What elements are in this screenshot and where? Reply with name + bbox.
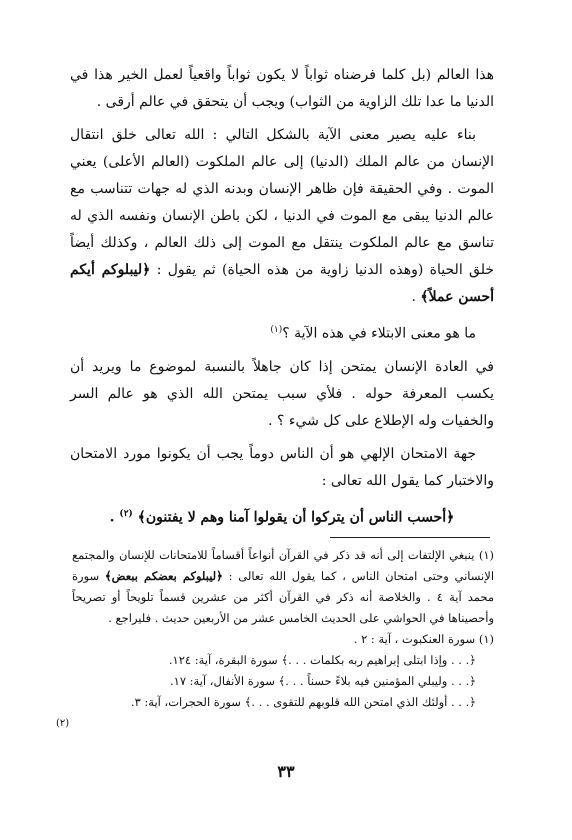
- footnote-2-head: (١) سورة العنكبوت ، آية : ٢ .: [353, 632, 494, 646]
- footnote-separator: [330, 537, 490, 538]
- footnote-1-text: (١) ينبغي الإلتفات إلى أنه قد ذكر في القرآن أنواعاً أقساماً للامتحانات للإنسان والمجتمع الإنساني وحتى امتحان الناس ، كما يقول الله تعالى :: [72, 548, 495, 583]
- footnote-ref-2: (٢): [119, 508, 133, 519]
- footnote-2-list: [72, 650, 494, 713]
- footnote-ref-1: (١): [270, 325, 283, 335]
- footnote-1-verse: ﴿ليبلوكم بعضكم ببعض﴾: [104, 569, 223, 583]
- footnote-2-item: ﴿. . . وليبلي المؤمنين فيه بلاءً حسناً . . .﴾ سورة الأنفال، آية: ١٧.: [169, 674, 476, 688]
- paragraph-4: في العادة الإنسان يمتحن إذا كان جاهلاً بالنسبة لموضوع ما ويريد أن يكسب المعرفة حوله . فلأي سبب يمتحن الله الذي هو عالم السر والخفيات وله الإطلاع على كل شيء ؟ .: [70, 358, 494, 429]
- main-text: [70, 62, 494, 537]
- paragraph-3: [70, 317, 494, 348]
- quran-verse-inline: ﴿ليبلوكم أيكم أحسن عملاً﴾: [70, 262, 494, 305]
- paragraph-2-text: بناء عليه يصير معنى الآية بالشكل التالي : الله تعالى خلق انتقال الإنسان من عالم الملك (الدنيا) إلى عالم الملكوت (العالم الأعلى) يعني الموت . وفي الحقيقة فإن ظاهر الإنسان وبدنه الذي له جهات تتناسب مع عالم الدنيا يبقى مع الموت في الدنيا ، لكن باطن الإنسان ونفسه الذي له تناسق مع عالم الملكوت ينتقل مع الموت إلى ذلك العالم ، وكذلك أيضاً خلق الحياة (وهذه الدنيا زاوية من هذه الحياة) ثم يقول :: [70, 127, 494, 278]
- margin-mark: (٢): [56, 718, 70, 729]
- page-number: ٣٣: [277, 762, 295, 781]
- footnotes: [72, 545, 494, 713]
- quran-verse-block: [70, 501, 494, 532]
- footnote-1-text-cont: سورة محمد آية ٤ . والخلاصة أنه ذكر في القرآن أكثر من عشرين قسماً تلويحاً أو تصريحاً وأحصيناها في الحواشي على الحديث الخامس عشر من الأربعين حديث . فليراجع .: [72, 569, 495, 625]
- footnote-2-item: ﴿. . . أولئك الذي امتحن الله قلوبهم للتقوى . . .﴾ سورة الحجرات، آية: ٣.: [130, 695, 476, 709]
- paragraph-1: هذا العالم (بل كلما فرضناه ثواباً لا يكون ثواباً واقعياً لعمل الخير هذا في الدنيا ما عدا تلك الزاوية من الثواب) ويجب أن يتحقق في عالم أرقى .: [70, 67, 494, 110]
- verse-end: .: [109, 509, 120, 526]
- question-text: ما هو معنى الابتلاء في هذه الآية ؟: [282, 325, 476, 342]
- verse-text: ﴿أحسب الناس أن يتركوا أن يقولوا آمنا وهم لا يفتنون﴾: [137, 509, 455, 526]
- footnote-2-item: ﴿. . . وإذا ابتلى إبراهيم ربه بكلمات . . .﴾ سورة البقرة، آية: ١٢٤.: [168, 653, 476, 667]
- footnote-1: [72, 545, 494, 629]
- paragraph-2-end: .: [411, 289, 421, 305]
- paragraph-2: [70, 122, 494, 311]
- paragraph-5: جهة الامتحان الإلهي هو أن الناس دوماً يجب أن يكونوا مورد الامتحان والاختبار كما يقول الله تعالى :: [70, 445, 494, 489]
